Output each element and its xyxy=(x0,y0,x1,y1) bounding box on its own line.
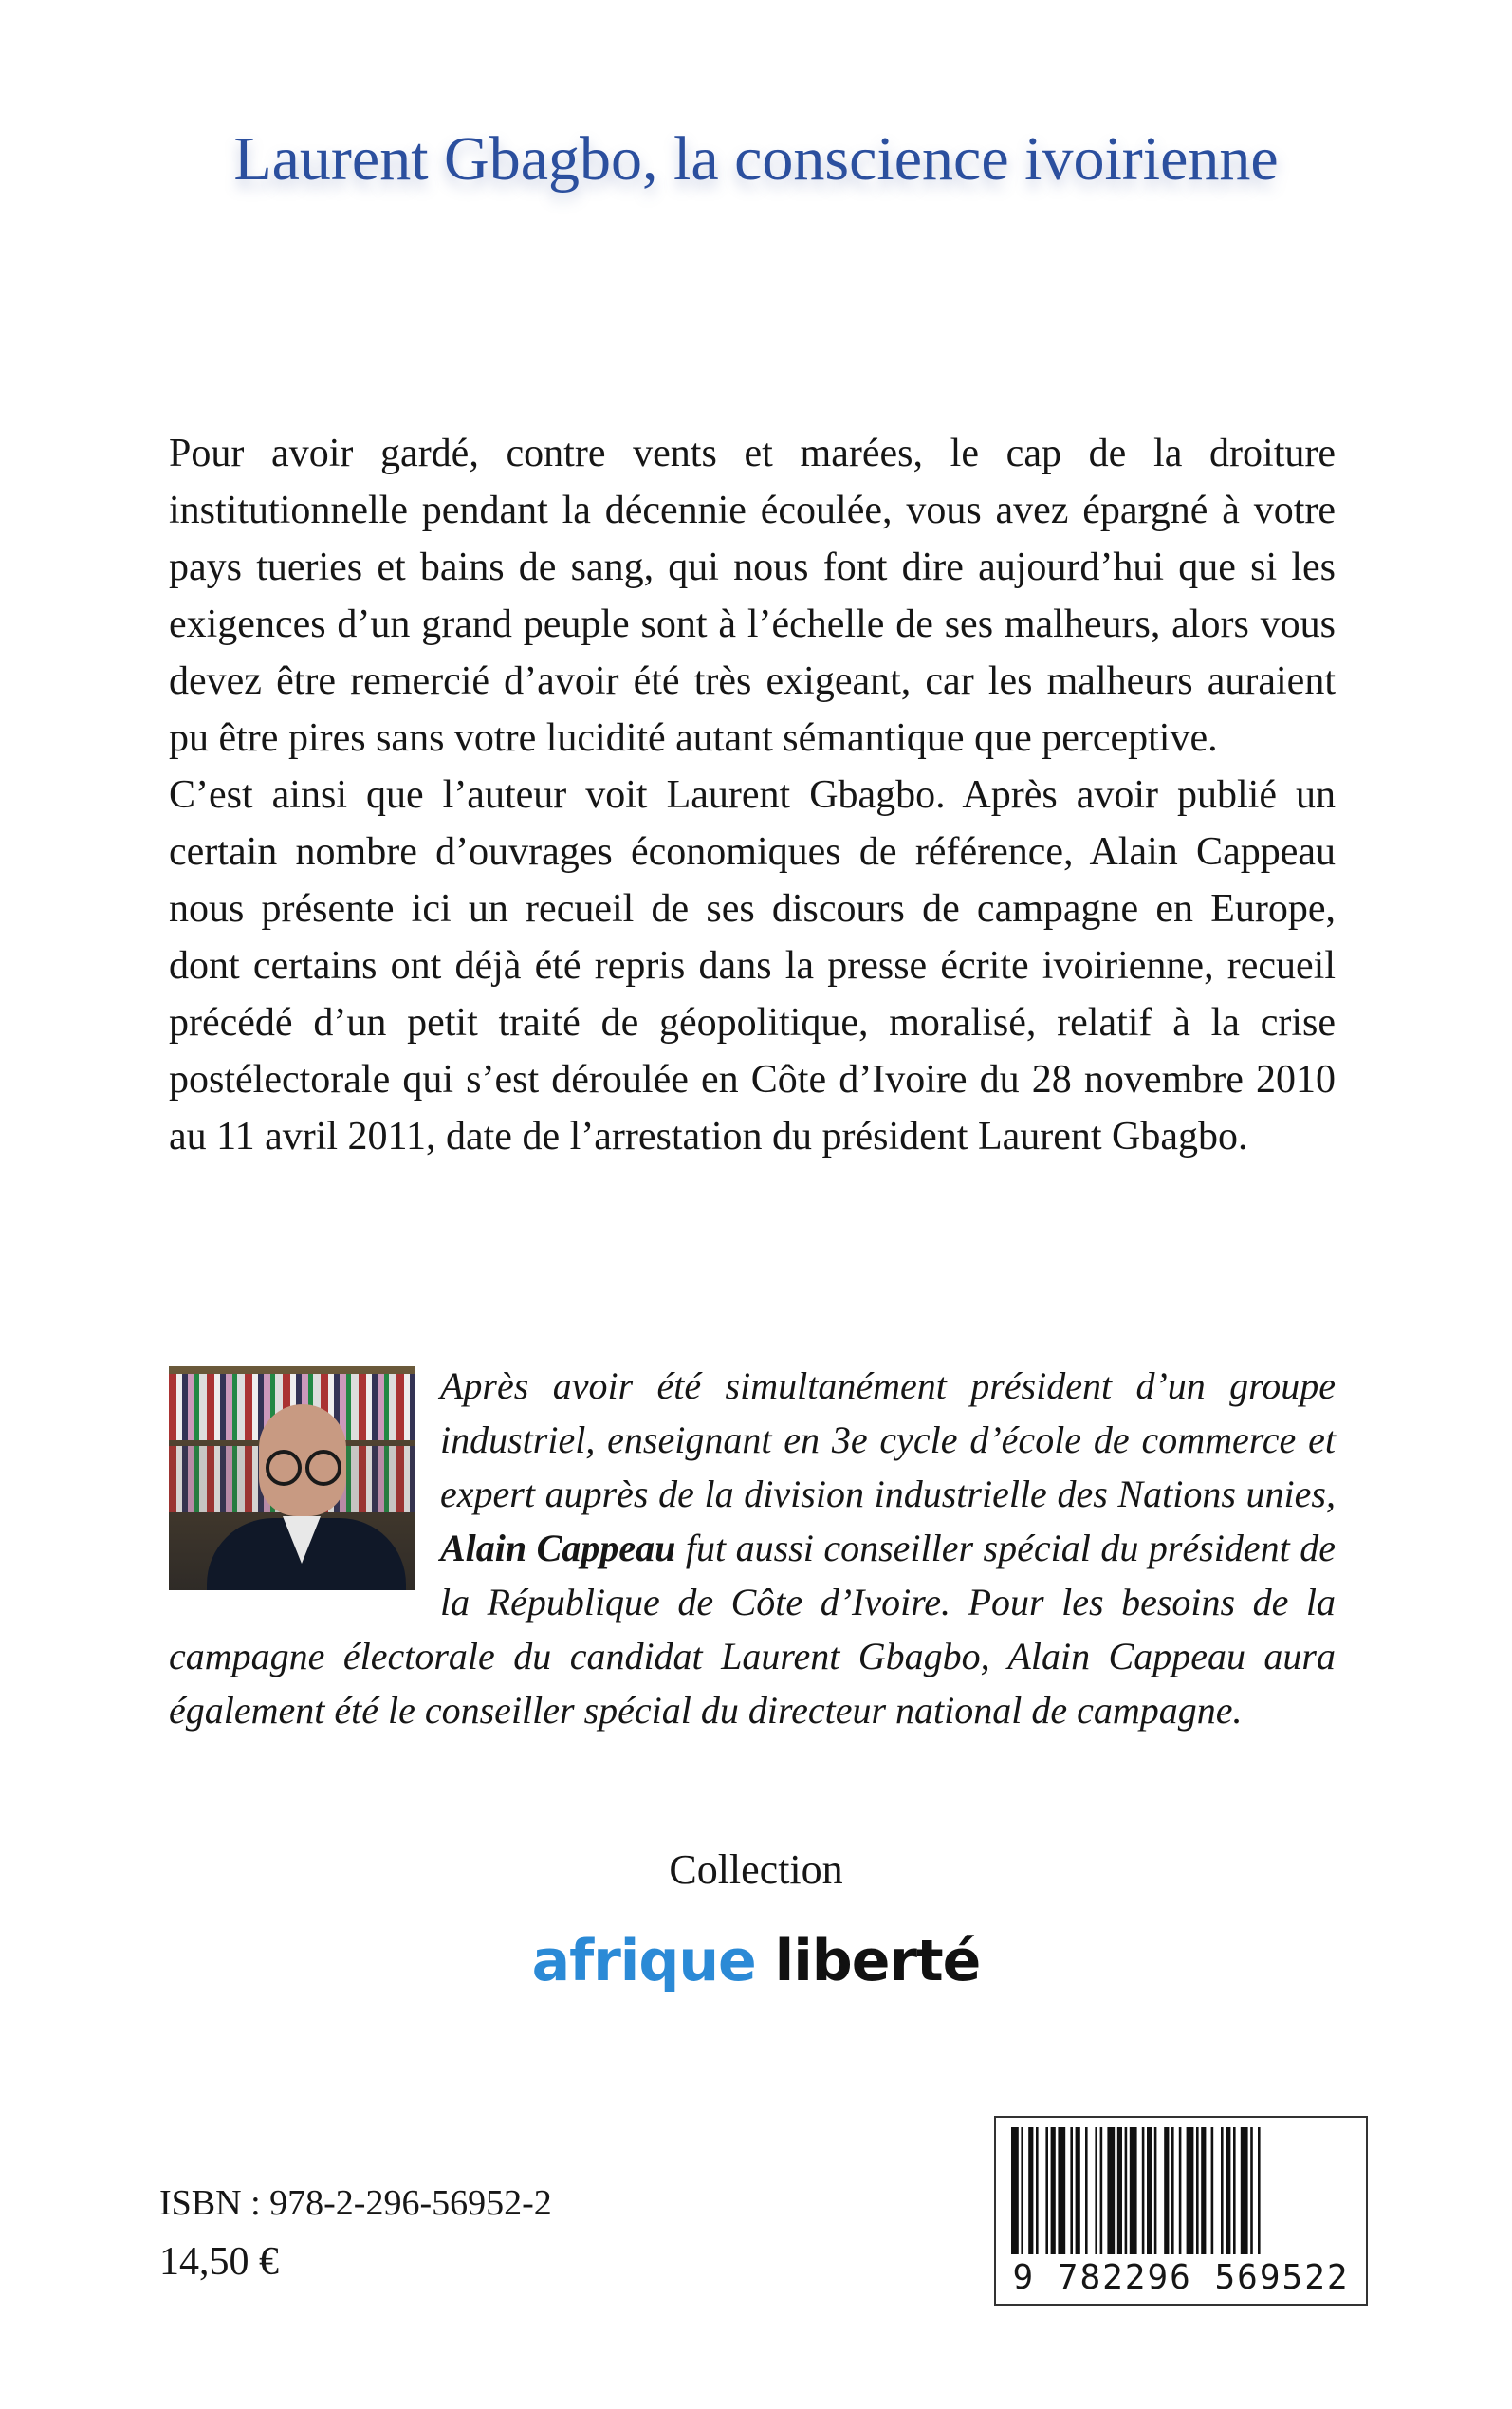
bio-text-end: fut aussi conseiller spécial du président de la République de Côte d’Ivoire. Pour les besoins de la campagne électorale du candidat Laurent Gbagbo, Alain Cappeau aura également été le conseiller spécial du directeur national de campagne. xyxy=(169,1527,1336,1732)
blurb-paragraph-2: C’est ainsi que l’auteur voit Laurent Gbagbo. Après avoir publié un certain nombre d’ouvrages économiques de référence, Alain Cappeau nous présente ici un recueil de ses discours de campagne en Europe, dont certains ont déjà été repris dans la presse écrite ivoirienne, recueil précédé d’un petit traité de géopolitique, moralisé, relatif à la crise postélectorale qui s’est déroulée en Côte d’Ivoire du 28 novembre 2010 au 11 avril 2011, date de l’arrestation du président Laurent Gbagbo. xyxy=(169,773,1336,1158)
bio-text-start: Après avoir été simultanément président d’un groupe industriel, enseignant en 3e cycle d’école de commerce et expert auprès de la division industrielle des Nations unies, xyxy=(440,1364,1336,1515)
price-text: 14,50 € xyxy=(159,2240,279,2284)
logo-word-liberte: liberté xyxy=(774,1928,981,1994)
barcode-bars xyxy=(1007,2127,1355,2254)
logo-word-afrique: afrique xyxy=(531,1928,756,1994)
back-cover-blurb xyxy=(169,425,1336,1165)
bio-author-name: Alain Cappeau xyxy=(440,1527,676,1569)
isbn-text: ISBN : 978-2-296-56952-2 xyxy=(159,2183,552,2223)
author-photo xyxy=(169,1366,415,1590)
collection-label: Collection xyxy=(669,1846,843,1893)
collection-logo xyxy=(0,1928,1512,1994)
barcode xyxy=(994,2116,1368,2306)
blurb-paragraph-1: Pour avoir gardé, contre vents et marées, le cap de la droiture institutionnelle pendant la décennie écoulée, vous avez épargné à votre pays tueries et bains de sang, qui nous font dire aujourd’hui que si les exigences d’un grand peuple sont à l’échelle de ses malheurs, alors vous devez être remercié d’avoir été très exigeant, car les malheurs auraient pu être pires sans votre lucidité autant sémantique que perceptive. xyxy=(169,432,1336,760)
book-title: Laurent Gbagbo, la conscience ivoirienne xyxy=(233,124,1279,194)
barcode-digits: 9 782296 569522 xyxy=(1012,2258,1350,2297)
author-bio xyxy=(169,1359,1336,1737)
